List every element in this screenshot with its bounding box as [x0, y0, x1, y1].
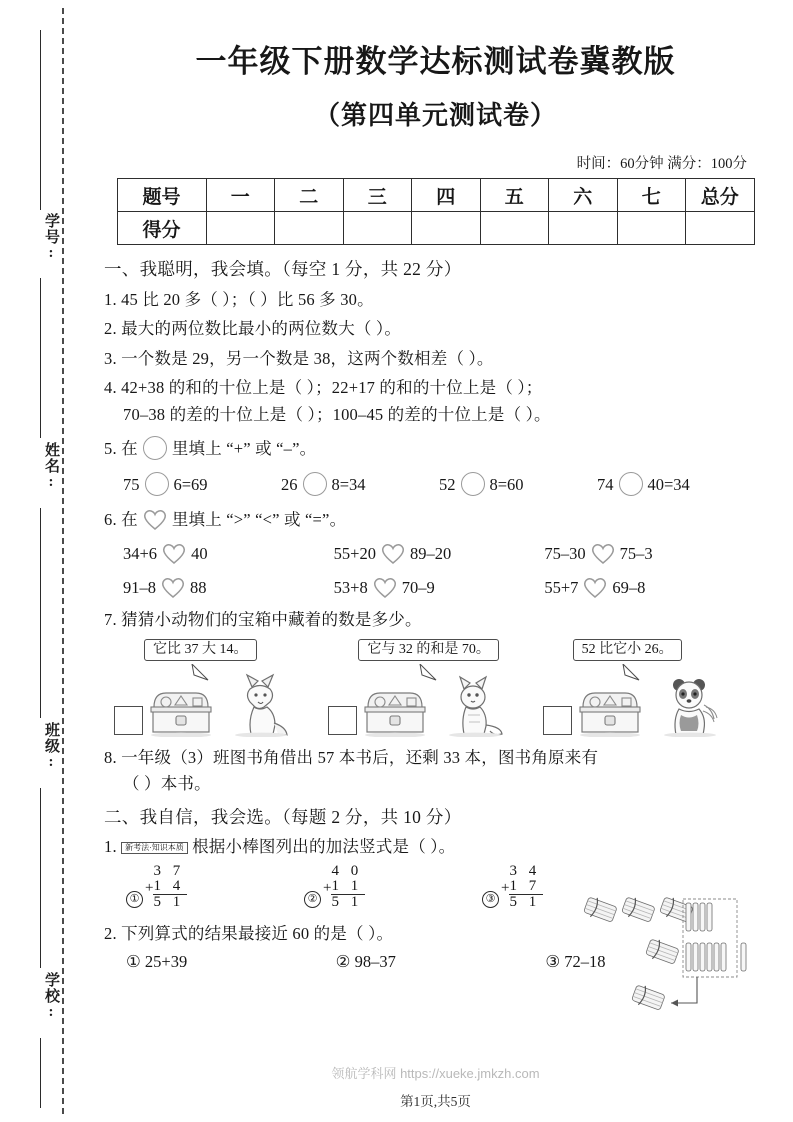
page-title: 一年级下册数学达标测试卷冀教版 [195, 44, 676, 79]
heart-blank-icon[interactable] [372, 577, 398, 599]
q6-expr-6-left: 55+7 [544, 578, 579, 597]
vertical-sum-2-total: 5 1 [331, 893, 363, 910]
score-table-col-total: 总分 [686, 179, 755, 212]
score-table [117, 178, 755, 245]
question-1-5-expressions [104, 472, 755, 496]
seal-rule-1 [40, 30, 41, 210]
score-table-col-2: 二 [275, 179, 344, 212]
page-footer: 第1页,共5页 [400, 1094, 471, 1109]
plus-sign-1: + [145, 879, 154, 896]
seal-rule-4 [40, 788, 41, 968]
seal-rule-3 [40, 508, 41, 718]
q5-expr-1 [123, 472, 281, 496]
vertical-sum-1 [153, 864, 187, 910]
heart-blank-icon[interactable] [380, 543, 406, 565]
q5-expr-2 [281, 472, 439, 496]
q6-expr-5-left: 53+8 [333, 578, 368, 597]
q6-expr-2 [334, 543, 545, 565]
circle-blank-icon[interactable] [619, 472, 643, 496]
q2-option-1[interactable]: ① 25+39 [126, 952, 188, 971]
q2-option-3[interactable]: ③ 72–18 [545, 952, 606, 971]
answer-box[interactable] [114, 706, 143, 735]
heart-blank-icon[interactable] [590, 543, 616, 565]
q6-expr-5-right: 70–9 [401, 578, 435, 597]
seal-dashed-line [62, 8, 64, 1114]
vertical-sum-1-addend1: 3 7 [153, 862, 185, 879]
treasure-chest-icon [148, 685, 214, 737]
q2-option-2[interactable]: ② 98–37 [335, 952, 396, 971]
q6-expr-2-left: 55+20 [333, 544, 376, 563]
q5-expr-3 [439, 472, 597, 496]
q5-expr-4-right: 40=34 [647, 475, 690, 494]
question-2-1 [104, 839, 755, 856]
vertical-sum-3 [509, 864, 543, 910]
table-row-scores [117, 212, 754, 245]
speech-bubble-tail-icon [190, 664, 210, 682]
q6-expr-4-right: 88 [190, 578, 207, 597]
circle-blank-icon[interactable] [145, 472, 169, 496]
question-2-2: 2. 下列算式的结果最接近 60 的是（ ）。 [104, 923, 394, 943]
q6-expr-1 [123, 543, 334, 565]
heart-blank-icon[interactable] [582, 577, 608, 599]
panda-icon [659, 671, 723, 737]
treasure-item-1 [112, 639, 326, 737]
option-2[interactable] [304, 864, 482, 910]
table-row-question-numbers [117, 179, 754, 212]
circle-placeholder-icon [143, 436, 167, 460]
treasure-chest-icon [577, 685, 643, 737]
vertical-sum-1-total: 5 1 [153, 893, 185, 910]
vertical-sum-3-total: 5 1 [509, 893, 541, 910]
q5-expr-4 [597, 472, 755, 496]
score-table-col-3: 三 [343, 179, 412, 212]
q5-expr-1-left: 75 [123, 475, 140, 494]
circle-blank-icon[interactable] [461, 472, 485, 496]
question-1-4-line1: 4. 42+38 的和的十位上是（ ）；22+17 的和的十位上是（ ）； [104, 378, 543, 397]
seal-label-student-id: 学号: [43, 213, 59, 262]
q6-expr-4-left: 91–8 [123, 578, 156, 597]
q6-expr-5 [334, 577, 545, 599]
q6-expr-3-right: 75–3 [619, 544, 653, 563]
q5-expr-2-right: 8=34 [331, 475, 366, 494]
q6-expr-2-right: 89–20 [409, 544, 452, 563]
answer-box[interactable] [543, 706, 572, 735]
score-table-col-5: 五 [480, 179, 549, 212]
stick-bundles-figure [579, 895, 779, 1035]
score-cell-3[interactable] [343, 212, 412, 245]
heart-blank-icon[interactable] [161, 543, 187, 565]
vertical-sum-2-addend2: 1 1 [331, 879, 365, 895]
score-table-col-7: 七 [617, 179, 686, 212]
speech-bubble-tail-icon [418, 664, 438, 682]
exam-body [78, 261, 793, 971]
question-1-2: 2. 最大的两位数比最小的两位数大（ ）。 [104, 319, 402, 338]
option-1[interactable] [126, 864, 304, 910]
vertical-sum-1-addend2: 1 4 [153, 879, 187, 895]
score-cell-2[interactable] [275, 212, 344, 245]
question-1-7-prompt: 7. 猜猜小动物们的宝箱中藏着的数是多少。 [104, 610, 422, 629]
score-cell-6[interactable] [549, 212, 618, 245]
new-method-badge: 新考法·知识本质 [121, 842, 188, 854]
section-two-heading: 二、我自信，我会选。（每题 2 分，共 10 分） [104, 806, 462, 827]
exam-sheet [78, 0, 793, 1122]
question-1-8-line2: （ ）本书。 [123, 774, 211, 793]
question-1-5-prompt-b: 里填上 “+” 或 “–”。 [171, 439, 317, 458]
question-1-5-prompt-a: 5. 在 [104, 439, 138, 458]
seal-label-school: 学校: [43, 972, 59, 1021]
vertical-sum-2-addend1: 4 0 [331, 862, 363, 879]
plus-sign-3: + [501, 879, 510, 896]
seal-label-class: 班级: [43, 722, 59, 771]
page-subtitle: （第四单元测试卷） [313, 101, 557, 130]
question-1-7-items [104, 639, 755, 737]
circle-blank-icon[interactable] [303, 472, 327, 496]
q5-expr-3-left: 52 [439, 475, 456, 494]
treasure-item-3 [541, 639, 755, 737]
score-cell-4[interactable] [412, 212, 481, 245]
score-table-col-6: 六 [549, 179, 618, 212]
seal-rule-2 [40, 278, 41, 438]
score-cell-total[interactable] [686, 212, 755, 245]
q6-expr-3-left: 75–30 [544, 544, 586, 563]
heart-placeholder-icon [142, 509, 168, 531]
q5-expr-2-left: 26 [281, 475, 298, 494]
q6-expr-1-right: 40 [191, 544, 208, 563]
q6-expr-4 [123, 577, 334, 599]
answer-box[interactable] [328, 706, 357, 735]
option-marker-2: ② [304, 891, 321, 908]
option-marker-3: ③ [482, 891, 499, 908]
heart-blank-icon[interactable] [160, 577, 186, 599]
question-1-6-row-1 [104, 543, 755, 565]
score-table-col-4: 四 [412, 179, 481, 212]
vertical-sum-3-addend1: 3 4 [509, 862, 541, 879]
watermark: 领航学科网 https://xueke.jmkzh.com [331, 1066, 540, 1081]
speech-bubble: 它比 37 大 14。 [144, 639, 257, 661]
option-marker-1: ① [126, 891, 143, 908]
q5-expr-1-right: 6=69 [173, 475, 208, 494]
score-cell-1[interactable] [206, 212, 275, 245]
speech-bubble: 它与 32 的和是 70。 [358, 639, 499, 661]
speech-bubble: 52 比它小 26。 [573, 639, 682, 661]
question-1-8-line1: 8. 一年级（3）班图书角借出 57 本书后，还剩 33 本，图书角原来有 [104, 747, 599, 767]
question-2-1-number: 1. [104, 837, 117, 856]
section-one-heading: 一、我聪明，我会填。（每空 1 分，共 22 分） [104, 259, 462, 279]
q6-expr-6 [544, 577, 755, 599]
vertical-sum-2 [331, 864, 365, 910]
plus-sign-2: + [323, 879, 332, 896]
treasure-item-2 [326, 639, 540, 737]
question-1-6-prompt [104, 509, 755, 531]
score-cell-7[interactable] [617, 212, 686, 245]
question-1-6-prompt-b: 里填上 “>” “<” 或 “=”。 [171, 510, 347, 529]
seal-rule-5 [40, 1038, 41, 1108]
score-cell-5[interactable] [480, 212, 549, 245]
question-1-1: 1. 45 比 20 多（ ）；（ ）比 56 多 30。 [104, 289, 374, 309]
score-table-col-1: 一 [206, 179, 275, 212]
seal-margin [0, 0, 78, 1122]
wolf-icon [230, 671, 292, 737]
question-1-6-prompt-a: 6. 在 [104, 510, 138, 529]
question-2-1-text: 根据小棒图列出的加法竖式是（ ）。 [192, 837, 456, 856]
q6-expr-1-left: 34+6 [123, 544, 158, 563]
speech-bubble-tail-icon [621, 664, 641, 682]
treasure-chest-icon [362, 685, 428, 737]
question-1-6-row-2 [104, 577, 755, 599]
q5-expr-3-right: 8=60 [489, 475, 524, 494]
q5-expr-4-left: 74 [597, 475, 614, 494]
question-1-3: 3. 一个数是 29，另一个数是 38，这两个数相差（ ）。 [104, 348, 494, 368]
score-table-label-score: 得分 [117, 212, 206, 245]
q6-expr-6-right: 69–8 [612, 578, 646, 597]
q6-expr-3 [544, 543, 755, 565]
exam-meta: 时间：60分钟 满分：100分 [576, 156, 747, 172]
score-table-label-question-no: 题号 [117, 179, 206, 212]
seal-label-name: 姓名: [43, 442, 59, 491]
vertical-sum-3-addend2: 1 7 [509, 879, 543, 895]
question-1-4-line2: 70–38 的差的十位上是（ ）；100–45 的差的十位上是（ ）。 [123, 404, 551, 424]
question-1-5-prompt [104, 436, 755, 460]
tiger-icon [444, 671, 510, 737]
